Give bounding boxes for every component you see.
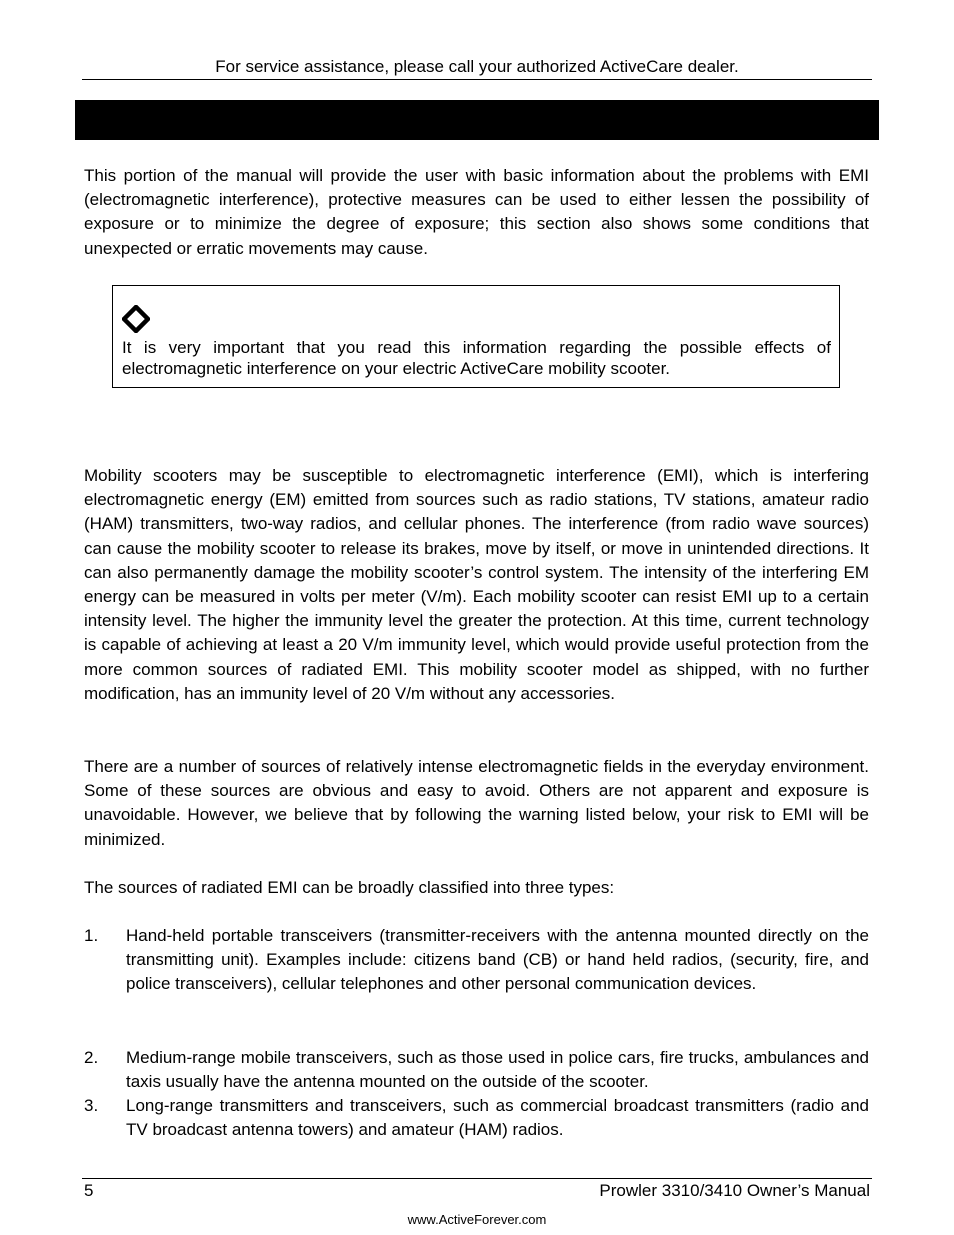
footer-url: www.ActiveForever.com [407,1212,547,1227]
list-item [84,1046,869,1094]
list-item [84,924,869,997]
list-item-text: Hand-held portable transceivers (transmitter-receivers with the antenna mounted directly on the transmitting unit). Examples include: citizens band (CB) or hand held radios, (security, fire, and police transceivers), cellular telephones and other personal communication devices. [126,926,869,994]
list-item-number: 3. [84,1096,99,1115]
list-item-text: Long-range transmitters and transceivers, such as commercial broadcast transmitters (radio and TV broadcast antenna towers) and amateur (HAM) radios. [126,1096,869,1140]
emi-paragraph-2: There are a number of sources of relatively intense electromagnetic fields in the everyday environment. Some of these sources are obvious and easy to avoid. Others are not apparent and exposure is unavoidable. However, we believe that by following the warning listed below, your risk to EMI will be minimized. [84,757,869,849]
list-item-text: Medium-range mobile transceivers, such as those used in police cars, fire trucks, ambulances and taxis usually have the antenna mounted on the outside of the scooter. [126,1048,869,1092]
notice-text: It is very important that you read this information regarding the possible effects of electromagnetic interference on your electric ActiveCare mobility scooter. [122,338,831,378]
notice-box [112,285,840,388]
diamond-icon [122,305,150,333]
list-item-number: 2. [84,1048,99,1067]
page-number: 5 [84,1181,94,1200]
intro-paragraph: This portion of the manual will provide the user with basic information about the problems with EMI (electromagnetic interference), protective measures can be used to either lessen the possibility of exposure or to minimize the degree of exposure; this section also shows some conditions that unexpected or erratic movements may cause. [84,166,869,258]
manual-title: Prowler 3310/3410 Owner’s Manual [599,1181,870,1200]
page-header: For service assistance, please call your authorized ActiveCare dealer. [215,57,739,76]
header-divider [82,79,872,80]
section-title-bar [75,100,879,140]
footer-divider [82,1178,872,1179]
emi-paragraph-3: The sources of radiated EMI can be broadly classified into three types: [84,878,615,897]
list-item-number: 1. [84,926,99,945]
emi-paragraph-1: Mobility scooters may be susceptible to electromagnetic interference (EMI), which is interfering electromagnetic energy (EM) emitted from sources such as radio stations, TV stations, amateur radio (HAM) transmitters, two-way radios, and cellular phones. The interference (from radio wave sources) can cause the mobility scooter to release its brakes, move by itself, or move in unintended directions. It can also permanently damage the mobility scooter’s control system. The intensity of the interfering EM energy can be measured in volts per meter (V/m). Each mobility scooter can resist EMI up to a certain intensity level. The higher the immunity level the greater the protection. At this time, current technology is capable of achieving at least a 20 V/m immunity level, which would provide useful protection from the more common sources of radiated EMI. This mobility scooter model as shipped, with no further modification, has an immunity level of 20 V/m without any accessories. [84,466,869,703]
list-item [84,1094,869,1142]
